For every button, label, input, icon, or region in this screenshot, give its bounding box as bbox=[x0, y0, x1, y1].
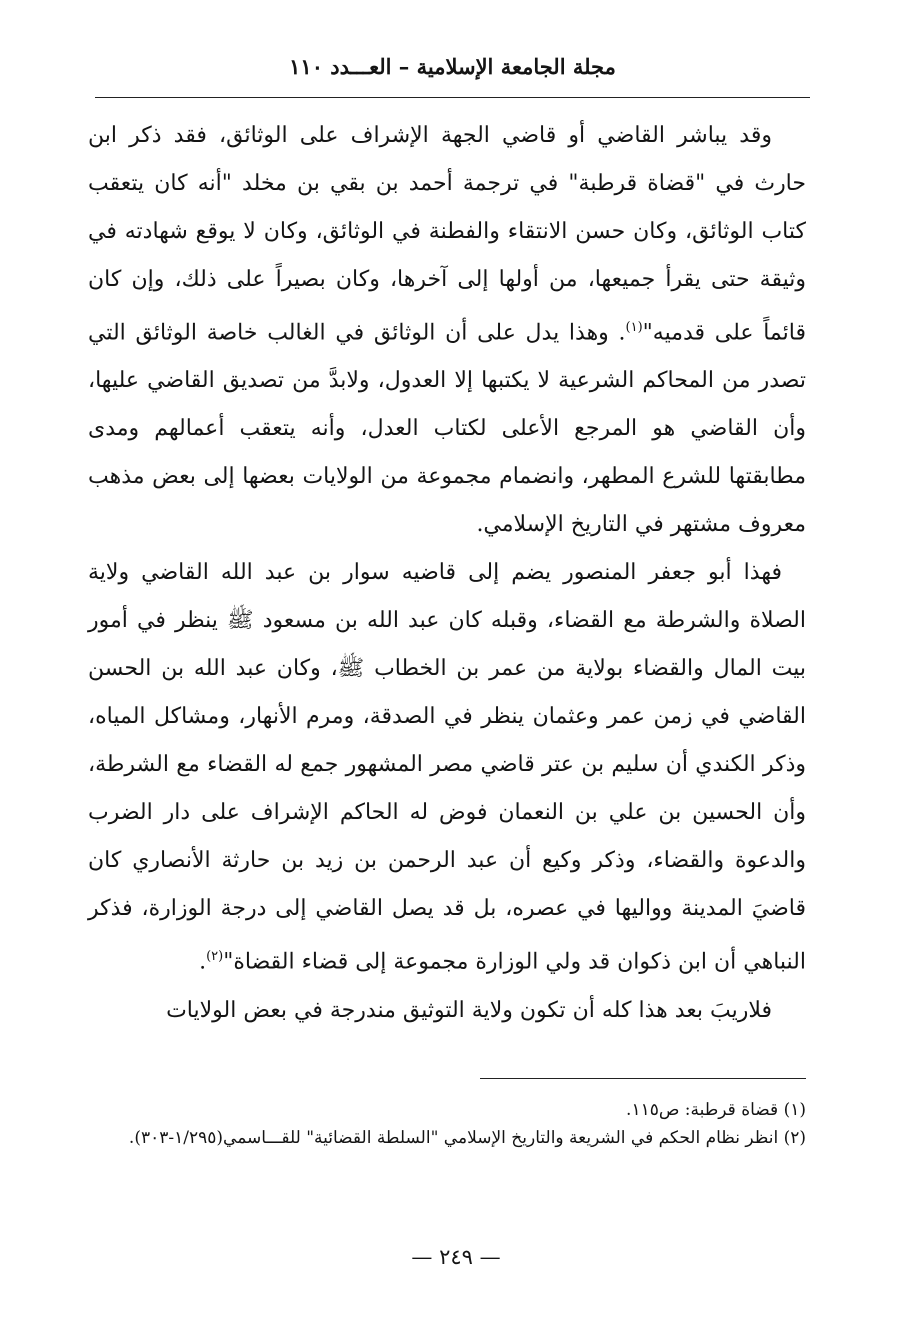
paragraph-2-text: فهذا أبو جعفر المنصور يضم إلى قاضيه سوار بن عبد الله القاضي ولاية الصلاة والشرطة مع القضاء، وقبله كان عبد الله بن مسعود ﷺ ينظر في أمور بيت المال والقضاء بولاية من عمر بن الخطاب ﷺ، وكان عبد الله بن الحسن القاضي في زمن عمر وعثمان ينظر في الصدقة، ومرم الأنهار، ومشاكل المياه، وذكر الكندي أن سليم بن عتر قاضي مصر المشهور جمع له القضاء مع الشرطة، وأن الحسين بن علي بن النعمان فوض له الحاكم الإشراف على دار الضرب والدعوة والقضاء، وذكر وكيع أن عبد الرحمن بن زيد بن حارثة الأنصاري كان قاضيَ المدينة وواليها في عصره، بل قد يصل القاضي إلى درجة الوزارة، فذكر النباهي أن ابن ذكوان قد ولي الوزارة مجموعة إلى قضاء القضاة" bbox=[88, 560, 806, 975]
running-header: مجلة الجامعة الإسلامية – العـــدد ١١٠ bbox=[289, 54, 616, 79]
paragraph-1-continuation: . وهذا يدل على أن الوثائق في الغالب خاصة الوثائق التي تصدر من المحاكم الشرعية لا يكتبها إلا العدول، ولابدَّ من تصديق القاضي عليها، وأن القاضي هو المرجع الأعلى لكتاب العدل، وأنه يتعقب أعمالهم ومدى مطابقتها للشرع المطهر، وانضمام مجموعة من الولايات بعضها إلى بعض مذهب معروف مشتهر في التاريخ الإسلامي. bbox=[88, 320, 806, 538]
footnote-1: (١) قضاة قرطبة: ص١١٥. bbox=[626, 1100, 806, 1120]
page-number: — ٢٤٩ — bbox=[411, 1245, 501, 1269]
footnote-ref-2: (٢) bbox=[206, 949, 224, 965]
footnote-2: (٢) انظر نظام الحكم في الشريعة والتاريخ الإسلامي "السلطة القضائية" للقـــاسمي(١/٢٩٥-٣٠٣). bbox=[128, 1128, 806, 1148]
footnotes bbox=[70, 1096, 806, 1152]
main-text bbox=[88, 112, 806, 1035]
paragraph-2-end: . bbox=[199, 949, 207, 975]
header-rule bbox=[95, 97, 810, 98]
paragraph-1 bbox=[88, 112, 806, 549]
paragraph-2 bbox=[88, 549, 806, 986]
footnote-separator bbox=[480, 1078, 806, 1079]
footnote-ref-1: (١) bbox=[625, 320, 643, 335]
paragraph-1-text: وقد يباشر القاضي أو قاضي الجهة الإشراف على الوثائق، فقد ذكر ابن حارث في "قضاة قرطبة" في ترجمة أحمد بن بقي بن مخلد "أنه كان يتعقب كتاب الوثائق، وكان حسن الانتقاء والفطنة في الوثائق، وكان لا يوقع شهادته في وثيقة حتى يقرأ جميعها، من أولها إلى آخرها، وكان بصيراً على ذلك، وإن كان قائماً على قدميه" bbox=[88, 123, 806, 346]
paragraph-3: فلاريبَ بعد هذا كله أن تكون ولاية التوثيق مندرجة في بعض الولايات bbox=[166, 997, 772, 1023]
